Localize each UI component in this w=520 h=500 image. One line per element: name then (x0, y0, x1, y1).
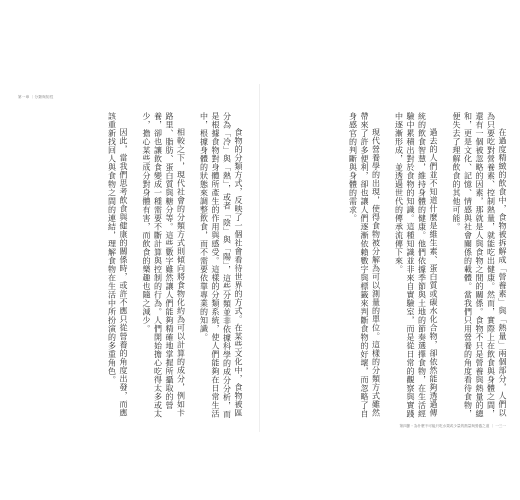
paragraph: 相較之下，現代社會的分類方式則傾向將食物化約為可以計算的成分，例如卡路里、脂肪、蛋白質與糖分等。這些數字雖然讓人們能夠精確地掌握所攝取的營養，卻也讓飲食變成一種需要不斷計算與控制的行為。人們開始擔心吃得太多或太少，擔心某些成分對身體有害，而飲食的樂趣也隨之減少。 (142, 112, 186, 418)
running-foot: 第四節・為什麼不可能只吃水果或少量的熱量與營養之道 ｜ 一三一 (399, 424, 506, 428)
left-page-body (18, 112, 244, 424)
paragraph: 因此，當我們思考飲食與健康的關係時，或許不應只從營養的角度出發，而應該重新找回人與食物之間的連結，理解食物在生活中所扮演的多重角色。 (107, 112, 128, 417)
paragraph: 過去的人們並不知道什麼是維生素、蛋白質或碳水化合物，卻依然能夠透過傳統的飲食智慧，維持身體的健康。他們依據季節與土地的節奏選擇食物，在生活經驗中累積出對於食物的知識。這種知識並非來自實驗室，而是從日常的觀察與實踐中逐漸形成，並透過世代的傳承流傳下來。 (394, 112, 438, 418)
paragraph: 在過度精緻的飲食中，食物被拆解成「營養素」與「熱量」兩個部分，人們以為只要吃對營養素、控制熱量，就能吃出健康。然而，實際上在飲食與身體之間，還有一個被忽略的因素，那就是人與食物之間的關係。食物不只是營養與熱量的總和，更是文化、記憶、情感與社會關係的載體。當我們只用營養的角度看待食物，便失去了理解飲食的其他可能。 (452, 112, 507, 418)
paragraph: 現代營養學的出現，使得食物被分解為可以測量的單位。這樣的分類方式雖然帶來了許多便利，卻也讓人們逐漸依賴數字與標籤來判斷食物的好壞，而忽略了自身感官的判斷與身體的需求。 (348, 112, 381, 418)
right-page-body (270, 112, 508, 424)
running-head: 第一章 ｜分類與知性 (18, 95, 54, 99)
right-page (260, 0, 520, 500)
paragraph: 食物的分類方式，反映了一個社會看待世界的方式。在某些文化中，食物被區分為「冷」與「熱」，或者「陰」與「陽」，這些分類並非依據科學的成分分析，而是根據食物對身體所產生的作用與感受。這樣的分類系統，使人們能夠在日常生活中，根據身體的狀態來調整飲食，而不需要依靠專業的知識。 (199, 112, 243, 419)
